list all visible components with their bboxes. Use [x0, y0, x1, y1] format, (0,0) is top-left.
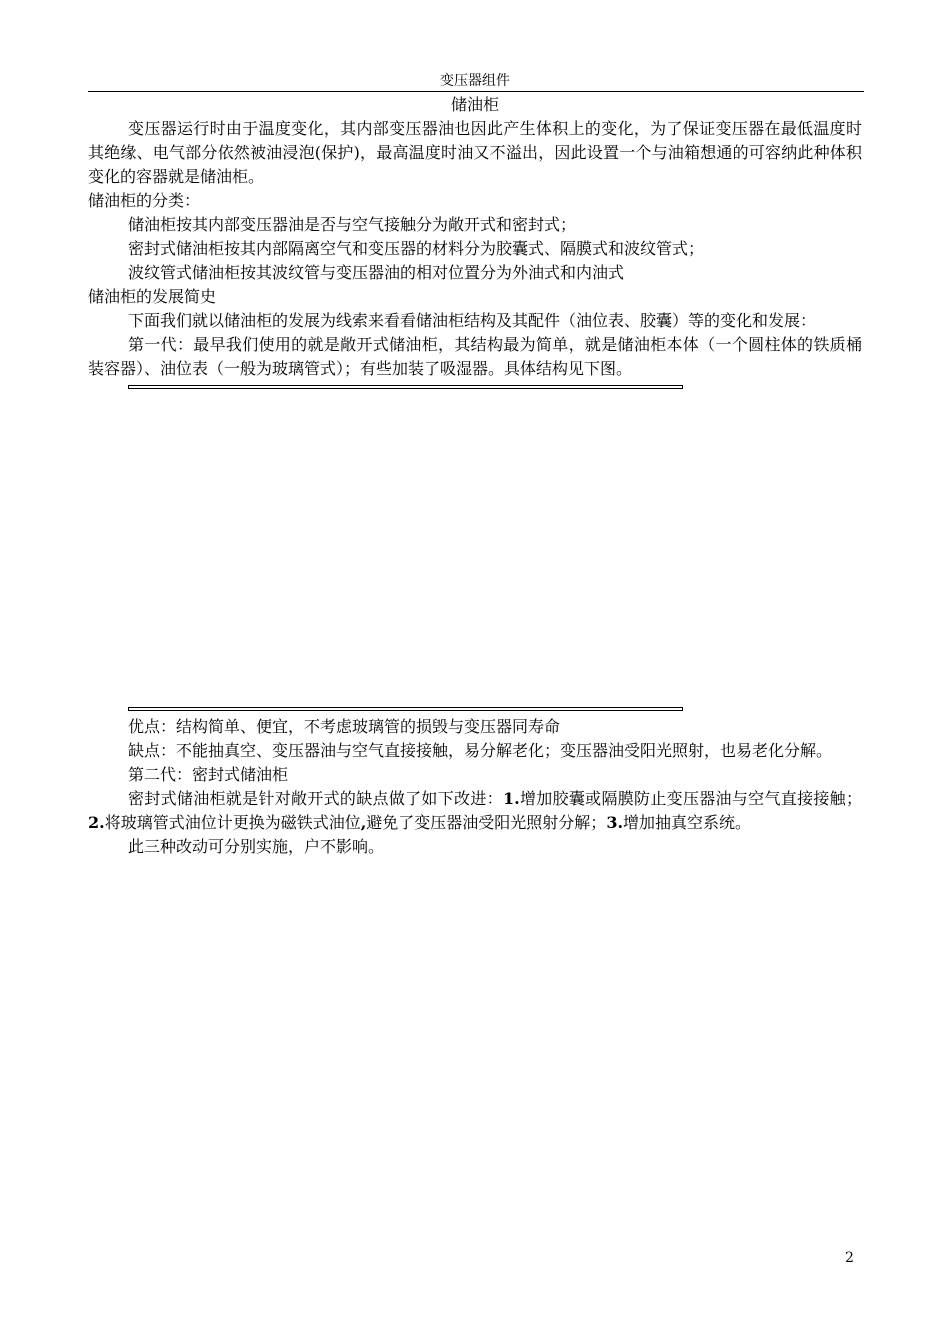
cons-paragraph: 缺点：不能抽真空、变压器油与空气直接接触，易分解老化；变压器油受阳光照射，也易老化分解。	[128, 741, 833, 760]
closing-paragraph: 此三种改动可分别实施，户不影响。	[128, 837, 385, 856]
gen2-paragraph	[88, 787, 862, 835]
structure-figure-frame	[128, 385, 683, 711]
gen2-text-a: 密封式储油柜就是针对敞开式的缺点做了如下改进：	[128, 789, 503, 808]
gen2-text-d: 避免了变压器油受阳光照射分解；	[366, 813, 607, 832]
gen2-comma: ,	[360, 813, 367, 832]
classification-item-3: 波纹管式储油柜按其波纹管与变压器油的相对位置分为外油式和内油式	[128, 263, 625, 282]
classification-item-1: 储油柜按其内部变压器油是否与空气接触分为敞开式和密封式；	[128, 215, 577, 234]
gen2-number-1: 1.	[502, 789, 520, 808]
page-header: 变压器组件	[440, 73, 510, 89]
document-body	[88, 93, 862, 859]
gen1-paragraph: 第一代：最早我们使用的就是敞开式储油柜，其结构最为简单，就是储油柜本体（一个圆柱体的铁质桶装容器）、油位表（一般为玻璃管式）；有些加装了吸湿器。具体结构见下图。	[88, 335, 862, 378]
gen2-number-3: 3.	[606, 813, 624, 832]
classification-heading: 储油柜的分类：	[88, 191, 201, 210]
figure-bottom-border	[128, 707, 683, 711]
classification-item-2: 密封式储油柜按其内部隔离空气和变压器的材料分为胶囊式、隔膜式和波纹管式；	[128, 239, 705, 258]
intro-paragraph: 变压器运行时由于温度变化，其内部变压器油也因此产生体积上的变化，为了保证变压器在最低温度时其绝缘、电气部分依然被油浸泡(保护)，最高温度时油又不溢出，因此设置一个与油箱想通的可容纳此种体积变化的容器就是储油柜。	[88, 119, 862, 186]
page-number: 2	[845, 1250, 854, 1266]
history-heading: 储油柜的发展简史	[88, 287, 217, 306]
gen2-heading: 第二代：密封式储油柜	[128, 765, 289, 784]
gen2-number-2: 2.	[88, 813, 105, 832]
gen2-text-b: 增加胶囊或隔膜防止变压器油与空气直接接触；	[519, 789, 862, 808]
history-intro: 下面我们就以储油柜的发展为线索来看看储油柜结构及其配件（油位表、胶囊）等的变化和发展：	[128, 311, 817, 330]
section-title: 储油柜	[450, 95, 499, 114]
figure-top-border	[128, 385, 683, 389]
gen2-text-e: 增加抽真空系统。	[623, 813, 752, 832]
gen2-text-c: 将玻璃管式油位计更换为磁铁式油位	[104, 813, 361, 832]
pros-paragraph: 优点：结构简单、便宜，不考虑玻璃管的损毁与变压器同寿命	[128, 717, 561, 736]
header-rule	[88, 91, 864, 92]
